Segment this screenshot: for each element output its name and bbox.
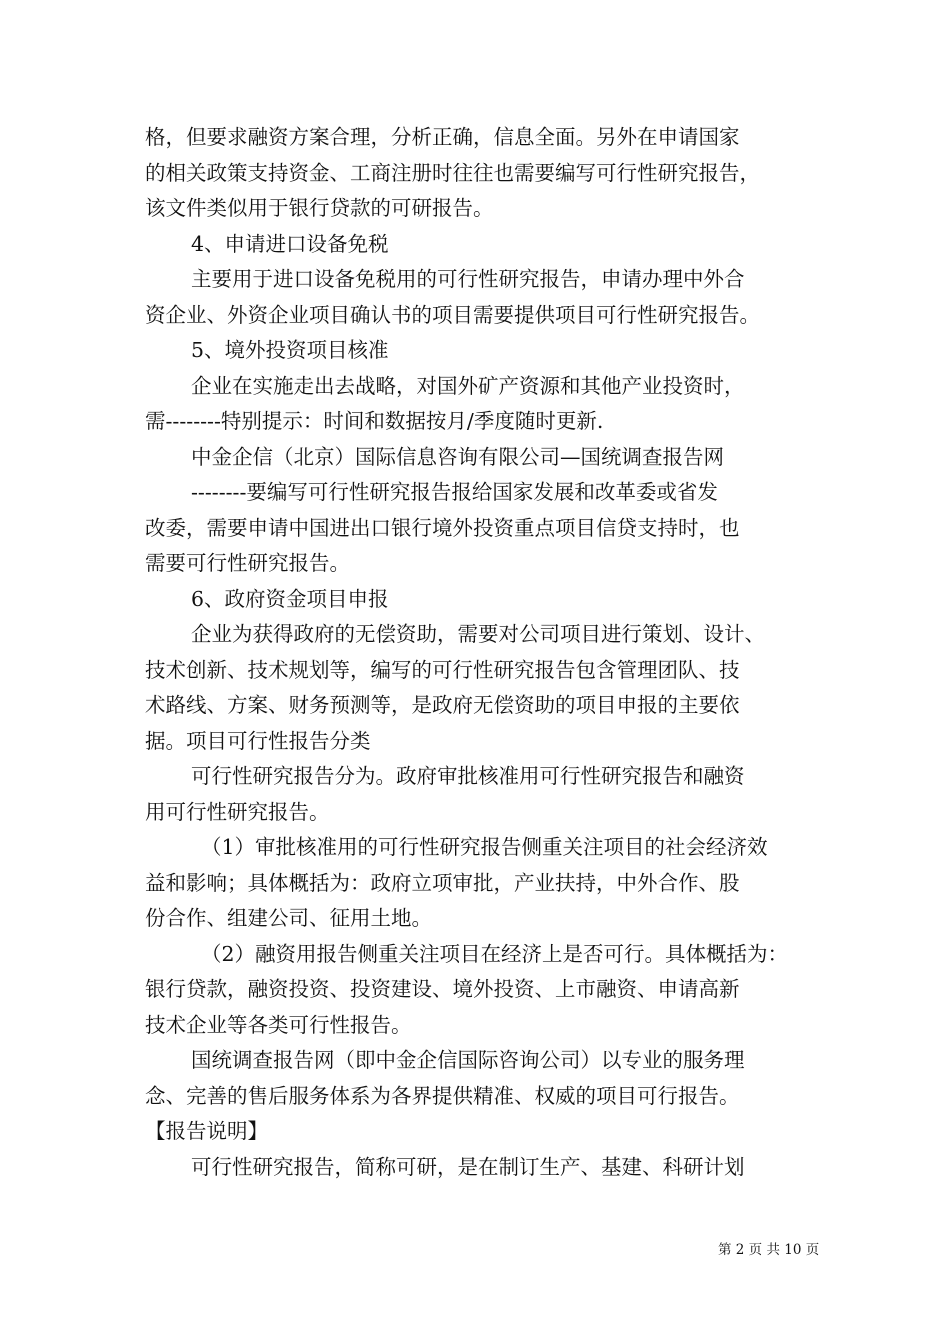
text-line: 份合作、组建公司、征用土地。	[145, 906, 432, 930]
text-line: 5、境外投资项目核准	[191, 338, 389, 362]
text-line: 4、申请进口设备免税	[191, 231, 389, 256]
text-line: 国统调查报告网（即中金企信国际咨询公司）以专业的服务理	[191, 1048, 745, 1072]
text-line: 企业为获得政府的无偿资助，需要对公司项目进行策划、设计、	[191, 622, 765, 646]
text-line: （2）融资用报告侧重关注项目在经济上是否可行。具体概括为：	[201, 941, 789, 966]
text-line: 需要可行性研究报告。	[145, 551, 350, 575]
text-line: 改委，需要申请中国进出口银行境外投资重点项目信贷支持时，也	[145, 515, 740, 540]
text-line: 益和影响；具体概括为：政府立项审批，产业扶持，中外合作、股	[145, 870, 740, 895]
text-line: 企业在实施走出去战略，对国外矿产资源和其他产业投资时，	[191, 373, 745, 398]
text-line: 需--------特别提示：时间和数据按月/季度随时更新.	[145, 409, 604, 433]
text-line: 资企业、外资企业项目确认书的项目需要提供项目可行性研究报告。	[145, 302, 760, 327]
text-line: 可行性研究报告，简称可研，是在制订生产、基建、科研计划	[191, 1154, 745, 1179]
text-line: 6、政府资金项目申报	[191, 586, 389, 611]
text-line: （1）审批核准用的可行性研究报告侧重关注项目的社会经济效	[201, 835, 768, 859]
text-line: 主要用于进口设备免税用的可行性研究报告，申请办理中外合	[191, 267, 745, 291]
page-footer: 第 2 页 共 10 页	[718, 1242, 820, 1258]
text-line: 用可行性研究报告。	[145, 799, 330, 824]
text-line: 技术企业等各类可行性报告。	[145, 1012, 412, 1037]
text-line: 术路线、方案、财务预测等，是政府无偿资助的项目申报的主要依	[145, 693, 740, 717]
text-line: 念、完善的售后服务体系为各界提供精准、权威的项目可行报告。	[145, 1083, 740, 1108]
text-line: --------要编写可行性研究报告报给国家发展和改革委或省发	[191, 480, 718, 504]
text-line: 【报告说明】	[145, 1119, 268, 1143]
text-line: 技术创新、技术规划等，编写的可行性研究报告包含管理团队、技	[145, 657, 740, 682]
text-line: 格，但要求融资方案合理，分析正确，信息全面。另外在申请国家	[145, 125, 740, 149]
document-body	[145, 120, 815, 1185]
text-line: 该文件类似用于银行贷款的可研报告。	[145, 196, 494, 220]
text-line: 的相关政策支持资金、工商注册时往往也需要编写可行性研究报告，	[145, 160, 760, 185]
text-line: 中金企信（北京）国际信息咨询有限公司—国统调查报告网	[191, 444, 724, 469]
text-line: 可行性研究报告分为。政府审批核准用可行性研究报告和融资	[191, 764, 745, 788]
text-line: 银行贷款，融资投资、投资建设、境外投资、上市融资、申请高新	[145, 977, 740, 1001]
text-line: 据。项目可行性报告分类	[145, 728, 371, 753]
